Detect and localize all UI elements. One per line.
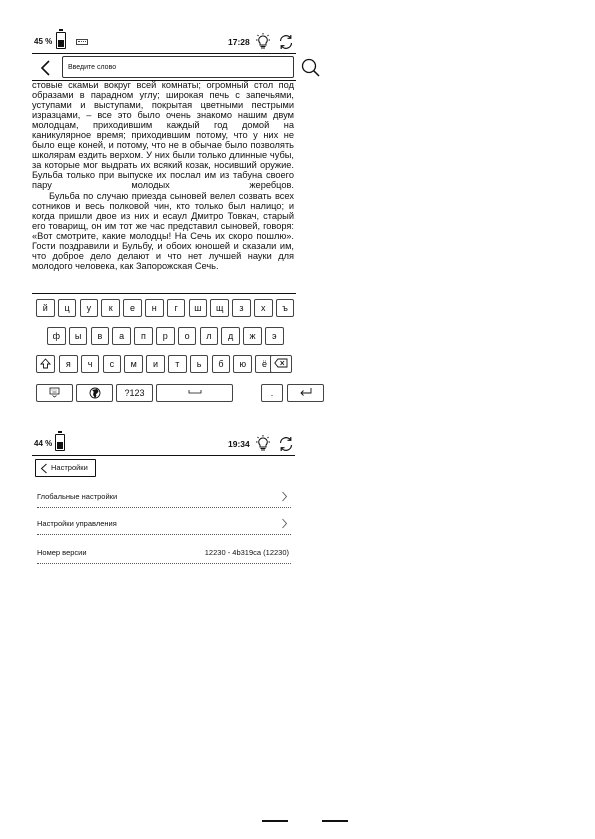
key-letter[interactable]: с [103,355,122,373]
row-label: Настройки управления [37,519,117,528]
key-letter[interactable]: з [232,299,251,317]
shift-icon [40,358,51,369]
status-bar-2 [32,432,294,456]
space-key[interactable] [156,384,233,402]
battery-percent: 44 % [34,439,53,448]
book-text [32,80,294,293]
key-letter[interactable]: ю [233,355,252,373]
settings-title: Настройки [51,463,88,472]
key-letter[interactable]: н [145,299,164,317]
language-key[interactable] [76,384,113,402]
enter-key[interactable] [287,384,324,402]
key-letter[interactable]: о [178,327,197,345]
key-letter[interactable]: ё [255,355,274,373]
key-letter[interactable]: м [124,355,143,373]
key-letter[interactable]: и [146,355,165,373]
settings-row-controls[interactable] [37,517,291,535]
key-letter[interactable]: р [156,327,175,345]
version-value: 12230 - 4b319ca (12230) [204,548,289,557]
clock: 19:34 [228,439,250,449]
key-letter[interactable]: ф [47,327,66,345]
back-arrow-icon[interactable] [38,59,54,77]
key-letter[interactable]: щ [210,299,229,317]
space-icon [188,387,202,395]
key-letter[interactable]: п [134,327,153,345]
settings-back-button[interactable] [35,459,96,477]
key-letter[interactable]: г [167,299,186,317]
key-letter[interactable]: ь [190,355,209,373]
battery-icon [56,32,66,49]
search-input[interactable] [62,56,294,78]
settings-row-global[interactable] [37,490,291,508]
key-letter[interactable]: д [221,327,240,345]
chevron-right-icon [281,491,288,502]
key-letter[interactable]: т [168,355,187,373]
search-icon[interactable] [300,58,322,78]
globe-icon [89,387,101,399]
onscreen-keyboard [32,293,296,409]
clock: 17:28 [228,37,250,47]
keyboard-indicator-icon [76,39,88,45]
hide-keyboard-key[interactable] [36,384,73,402]
key-letter[interactable]: ъ [276,299,295,317]
status-bar-divider [32,455,295,456]
backspace-key[interactable] [270,355,292,373]
dot-key[interactable]: . [261,384,283,402]
sync-icon[interactable] [277,33,295,51]
numbers-key[interactable]: ?123 [116,384,153,402]
key-letter[interactable]: а [112,327,131,345]
scroll-indicator-left [262,820,288,822]
status-bar-1 [32,30,294,54]
key-letter[interactable]: ж [243,327,262,345]
scroll-indicator-right [322,820,348,822]
key-letter[interactable]: х [254,299,273,317]
keyboard-hide-icon [49,387,60,398]
key-letter[interactable]: б [212,355,231,373]
key-letter[interactable]: в [91,327,110,345]
key-letter[interactable]: ч [81,355,100,373]
key-letter[interactable]: э [265,327,284,345]
frontlight-icon[interactable] [254,435,272,453]
key-letter[interactable]: л [200,327,219,345]
key-letter[interactable]: ш [189,299,208,317]
key-letter[interactable]: к [101,299,120,317]
paragraph: стовые скамьи вокруг всей комнаты; огромный стол под образами в парадном углу; широкая печь с запечьями, уступами и выступами, покрытая цветными пестрыми изразцами, – все это было очень знакомо нашим двум молодцам, приходившим каждый год домой на каникулярное время; приходившим потому, что у них не было еще коней, и потому, что не в обычае было позволять школярам ездить верхом. У них были только длинные чубы, за которые мог выдрать их всякий козак, носивший оружие. Бульба только при выпуске их послал им из табуна своего пару молодых жеребцов. [32,80,294,191]
dictionary-search-bar [32,53,296,81]
key-letter[interactable]: я [59,355,78,373]
shift-key[interactable] [36,355,55,373]
key-letter[interactable]: ц [58,299,77,317]
chevron-left-icon [40,463,48,474]
row-label: Номер версии [37,548,87,557]
backspace-icon [274,358,288,368]
battery-icon [55,434,65,451]
row-label: Глобальные настройки [37,492,118,501]
chevron-right-icon [281,518,288,529]
frontlight-icon[interactable] [254,33,272,51]
key-letter[interactable]: е [123,299,142,317]
key-letter[interactable]: у [80,299,99,317]
enter-icon [299,387,313,397]
key-letter[interactable]: ы [69,327,88,345]
key-letter[interactable]: й [36,299,55,317]
sync-icon[interactable] [277,435,295,453]
settings-row-version [37,546,291,564]
paragraph: Бульба по случаю приезда сыновей велел созвать всех сотников и весь полковой чин, кто только был налицо; и когда пришли двое из них и есаул Дмитро Товкач, старый его товарищ, он им тот же час представил сыновей, говоря: «Вот смотрите, какие молодцы! На Сечь их скоро пошлю». Гости поздравили и Бульбу, и обоих юношей и сказали им, что доброе дело делают и что нет лучшей науки для молодого человека, как Запорожская Сечь. [32,190,294,271]
battery-percent: 45 % [34,37,53,46]
